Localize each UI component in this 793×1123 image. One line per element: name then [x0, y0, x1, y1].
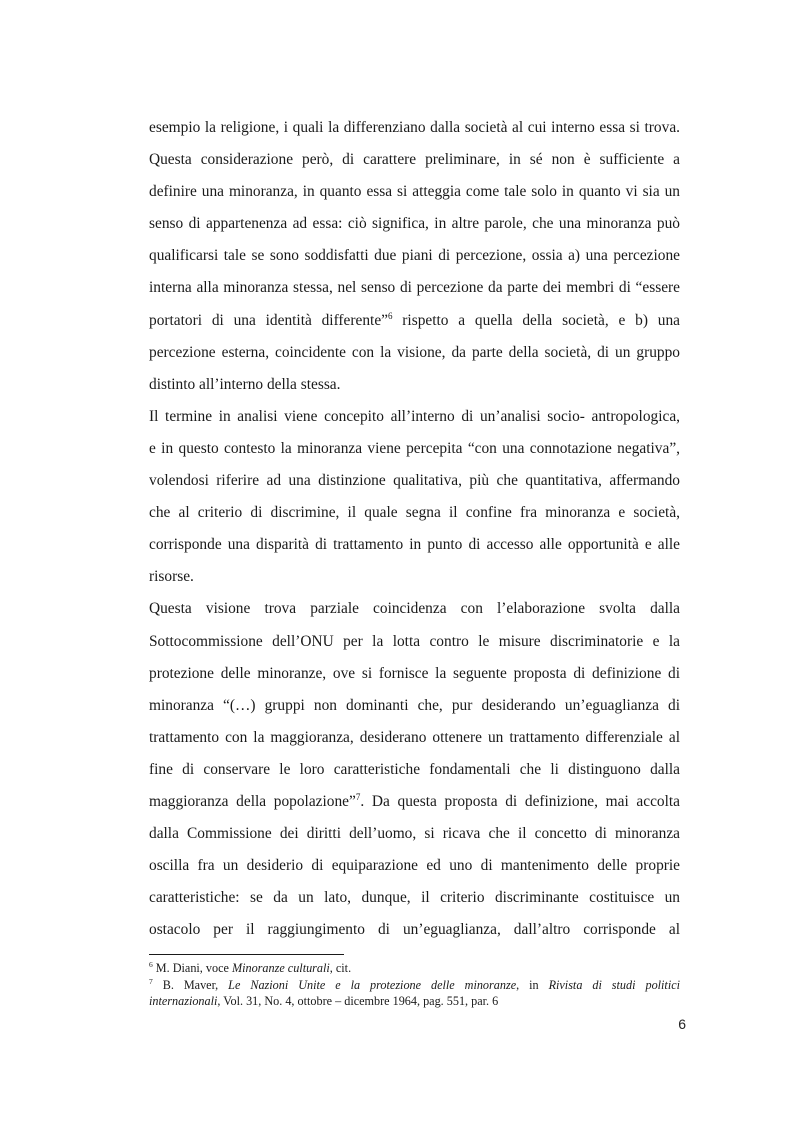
footnote-number: 7	[149, 976, 153, 986]
footnote	[149, 977, 680, 1010]
body-text	[149, 112, 680, 946]
text-line: protezione delle minoranze, ove si fornisce la seguente proposta di definizione di	[149, 664, 680, 682]
text-line: Questa visione trova parziale coincidenza con l’elaborazione svolta dalla	[149, 600, 680, 618]
footnote	[149, 960, 680, 977]
text-line: senso di appartenenza ad essa: ciò significa, in altre parole, che una minoranza può	[149, 215, 680, 233]
text-line: Questa considerazione però, di carattere preliminare, in sé non è sufficiente a	[149, 151, 680, 169]
text-line: portatori di una identità differente”$^6$ rispetto a quella della società, e b) una	[149, 310, 680, 329]
text-line: distinto all’interno della stessa.	[149, 375, 341, 393]
paragraph	[149, 112, 680, 401]
text-line: oscilla fra un desiderio di equiparazione ed uno di mantenimento delle proprie	[149, 857, 680, 875]
text-line: minoranza “(…) gruppi non dominanti che, pur desiderando un’eguaglianza di	[149, 696, 680, 714]
text-line: caratteristiche: se da un lato, dunque, il criterio discriminante costituisce un	[149, 889, 680, 907]
footnote-line: $^7$ B. Maver, Le Nazioni Unite e la protezione delle minoranze, in Rivista di studi politici	[149, 976, 680, 992]
footnotes	[149, 960, 680, 1010]
text-line: interna alla minoranza stessa, nel senso di percezione da parte dei membri di “essere	[149, 279, 680, 297]
paragraph	[149, 593, 680, 946]
paragraph	[149, 401, 680, 594]
text-line: Sottocommissione dell’ONU per la lotta contro le misure discriminatorie e la	[149, 632, 680, 650]
text-line: e in questo contesto la minoranza viene percepita “con una connotazione negativa”,	[149, 439, 680, 457]
text-line: maggioranza della popolazione”$^7$. Da questa proposta di definizione, mai accolta	[149, 791, 680, 810]
text-line: Il termine in analisi viene concepito all’interno di un’analisi socio- antropologica,	[149, 407, 680, 425]
text-line: fine di conservare le loro caratteristiche fondamentali che li distinguono dalla	[149, 760, 680, 778]
text-line: qualificarsi tale se sono soddisfatti due piani di percezione, ossia a) una percezione	[149, 247, 680, 265]
footnote-ref: 6	[387, 310, 393, 321]
footnote-line: internazionali, Vol. 31, No. 4, ottobre – dicembre 1964, pag. 551, par. 6	[149, 994, 499, 1008]
footnote-separator	[149, 954, 344, 955]
text-line: corrisponde una disparità di trattamento in punto di accesso alle opportunità e alle	[149, 536, 680, 554]
footnote-line: $^6$ M. Diani, voce Minoranze culturali, cit.	[149, 959, 352, 975]
text-line: esempio la religione, i quali la differenziano dalla società al cui interno essa si trova.	[149, 119, 680, 136]
footnote-number: 6	[149, 959, 153, 969]
text-line: percezione esterna, coincidente con la visione, da parte della società, di un gruppo	[149, 343, 680, 361]
page-number: 6	[678, 1016, 686, 1032]
text-line: trattamento con la maggioranza, desiderano ottenere un trattamento differenziale al	[149, 728, 680, 746]
text-line: dalla Commissione dei diritti dell’uomo, si ricava che il concetto di minoranza	[149, 825, 680, 843]
text-line: che al criterio di discrimine, il quale segna il confine fra minoranza e società,	[149, 504, 680, 522]
text-line: risorse.	[149, 568, 194, 586]
footnote-ref: 7	[355, 791, 361, 802]
text-line: definire una minoranza, in quanto essa si atteggia come tale solo in quanto vi sia un	[149, 183, 680, 201]
text-line: volendosi riferire ad una distinzione qualitativa, più che quantitativa, affermando	[149, 472, 680, 490]
text-line: ostacolo per il raggiungimento di un’eguaglianza, dall’altro corrisponde al	[149, 921, 680, 939]
